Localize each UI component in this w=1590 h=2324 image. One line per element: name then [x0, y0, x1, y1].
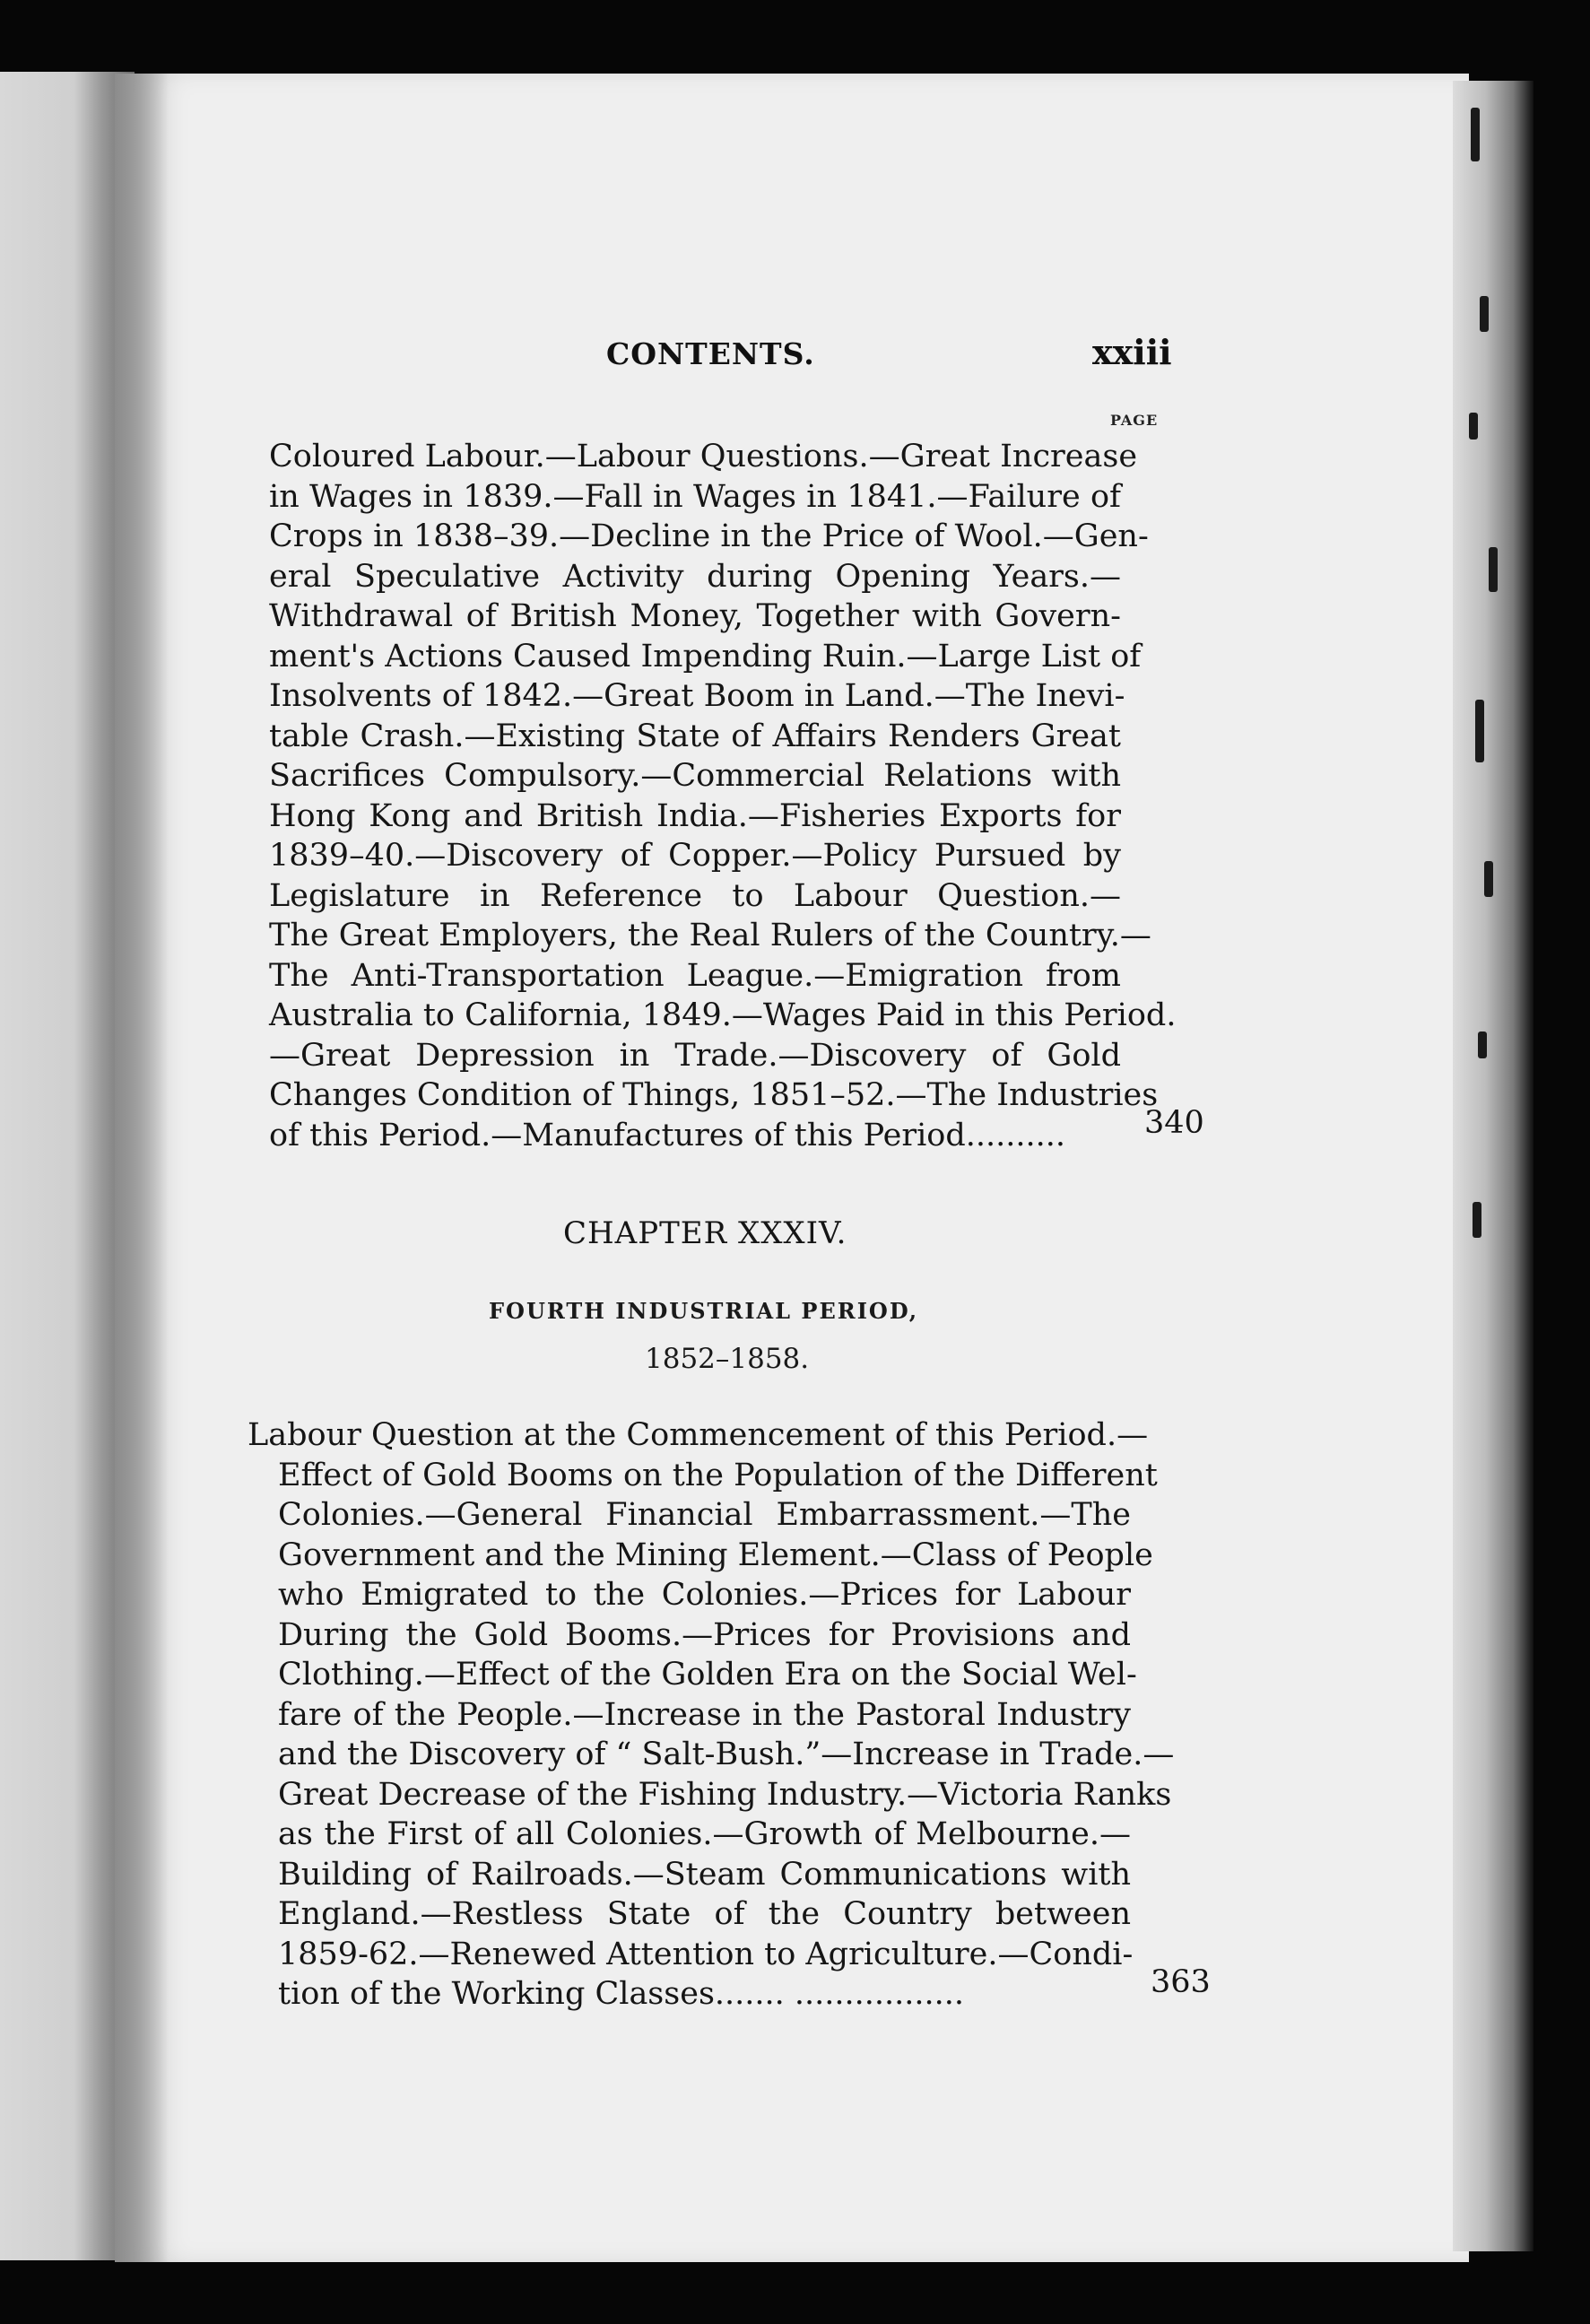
page-number: xxiii — [1092, 332, 1172, 372]
edge-mark — [1471, 108, 1480, 161]
entry-page-number: 363 — [1151, 1964, 1211, 2000]
entry-line: Coloured Labour.—Labour Questions.—Great Increase — [269, 439, 1138, 474]
entry-line: During the Gold Booms.—Prices for Provisions and — [278, 1616, 1131, 1653]
entry-line: Government and the Mining Element.—Class of People — [278, 1536, 1153, 1573]
edge-mark — [1475, 700, 1484, 762]
chapter-heading: CHAPTER XXXIV. — [563, 1215, 847, 1251]
page-edge-stack — [1453, 81, 1534, 2251]
entry-line: Great Decrease of the Fishing Industry.—Victoria Ranks — [278, 1776, 1172, 1813]
entry-line: Australia to California, 1849.—Wages Paid in this Period. — [269, 997, 1177, 1033]
entry-line: The Great Employers, the Real Rulers of the Country.— — [269, 918, 1151, 953]
running-head-title: CONTENTS. — [606, 336, 815, 371]
entry-line: tion of the Working Classes....... ................. — [278, 1976, 965, 2012]
entry-line: eral Speculative Activity during Opening Years.— — [269, 558, 1121, 595]
entry-line: in Wages in 1839.—Fall in Wages in 1841.—Failure of — [269, 478, 1121, 515]
edge-mark — [1480, 296, 1489, 332]
entry-line: Crops in 1838–39.—Decline in the Price of Wool.—Gen- — [269, 518, 1149, 554]
entry-page-number: 340 — [1144, 1105, 1204, 1141]
entry-line: The Anti-Transportation League.—Emigration from — [269, 957, 1121, 994]
entry-line: 1839–40.—Discovery of Copper.—Policy Pursued by — [269, 838, 1121, 874]
entry-line: 1859-62.—Renewed Attention to Agriculture.—Condi- — [278, 1936, 1134, 1972]
edge-mark — [1469, 413, 1478, 440]
entry-line: Changes Condition of Things, 1851–52.—The Industries — [269, 1077, 1159, 1113]
edge-mark — [1489, 547, 1498, 592]
entry-line: who Emigrated to the Colonies.—Prices for Labour — [278, 1577, 1131, 1613]
contents-entry-chapter-34 — [248, 1415, 1175, 2015]
entry-line: Effect of Gold Booms on the Population of the Different — [278, 1457, 1158, 1493]
edge-mark — [1484, 861, 1493, 897]
entry-line: —Great Depression in Trade.—Discovery of Gold — [269, 1037, 1121, 1074]
chapter-years: 1852–1858. — [645, 1343, 810, 1375]
entry-line: as the First of all Colonies.—Growth of Melbourne.— — [278, 1816, 1131, 1852]
entry-line: Labour Question at the Commencement of this Period.— — [248, 1417, 1149, 1453]
entry-line: ment's Actions Caused Impending Ruin.—Large List of — [269, 638, 1142, 675]
entry-line: Sacrifices Compulsory.—Commercial Relations with — [269, 758, 1121, 794]
entry-line: Hong Kong and British India.—Fisheries Exports for — [269, 797, 1121, 834]
entry-line: table Crash.—Existing State of Affairs Renders Great — [269, 718, 1121, 754]
entry-line: Building of Railroads.—Steam Communications with — [278, 1856, 1131, 1893]
entry-line: Withdrawal of British Money, Together with Govern- — [269, 598, 1121, 634]
edge-mark — [1478, 1031, 1487, 1058]
entry-line: Colonies.—General Financial Embarrassment.—The — [278, 1497, 1131, 1533]
edge-mark — [1473, 1202, 1481, 1238]
page-column-label: PAGE — [1110, 412, 1159, 429]
entry-line: England.—Restless State of the Country between — [278, 1896, 1131, 1932]
entry-line: of this Period.—Manufactures of this Period.......... — [269, 1117, 1065, 1153]
entry-line: Clothing.—Effect of the Golden Era on the Social Wel- — [278, 1657, 1137, 1693]
gutter-shadow — [115, 74, 169, 2262]
chapter-subheading: FOURTH INDUSTRIAL PERIOD, — [489, 1298, 919, 1324]
entry-line: and the Discovery of “ Salt-Bush.”—Increase in Trade.— — [278, 1736, 1175, 1772]
entry-line: Insolvents of 1842.—Great Boom in Land.—The Inevi- — [269, 678, 1125, 714]
entry-line: Legislature in Reference to Labour Question.— — [269, 877, 1121, 914]
entry-line: fare of the People.—Increase in the Pastoral Industry — [278, 1696, 1131, 1733]
